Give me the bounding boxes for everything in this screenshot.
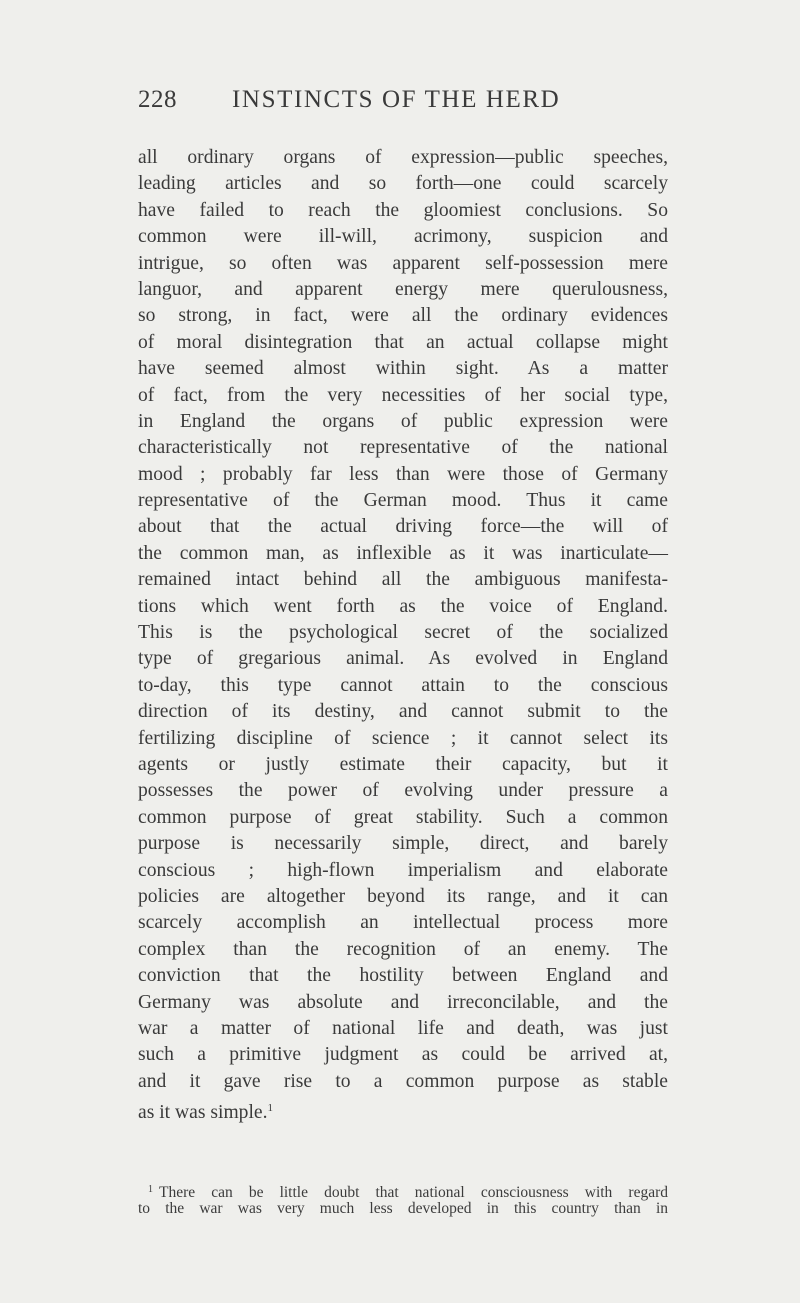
text-line: war a matter of national life and death, was just bbox=[138, 1017, 668, 1039]
text-line: agents or justly estimate their capacity, but it bbox=[138, 753, 668, 775]
text-line: possesses the power of evolving under pressure a bbox=[138, 780, 668, 802]
text-line: leading articles and so forth—one could scarcely bbox=[138, 173, 668, 195]
page-number: 228 bbox=[138, 86, 177, 113]
text-line: Germany was absolute and irreconcilable, and the bbox=[138, 991, 668, 1013]
text-line: of moral disintegration that an actual collapse might bbox=[138, 331, 668, 353]
text-line: direction of its destiny, and cannot submit to the bbox=[138, 701, 668, 723]
body-text bbox=[138, 145, 668, 1124]
text-line: type of gregarious animal. As evolved in England bbox=[138, 648, 668, 670]
text-line: characteristically not representative of the national bbox=[138, 437, 668, 459]
text-line: conscious ; high-flown imperialism and elaborate bbox=[138, 859, 668, 881]
text-line: common purpose of great stability. Such a common bbox=[138, 806, 668, 828]
text-line: fertilizing discipline of science ; it cannot select its bbox=[138, 727, 668, 749]
footnote-reference[interactable]: 1 bbox=[267, 1102, 274, 1115]
running-head bbox=[138, 86, 668, 120]
footnote-line bbox=[138, 1180, 668, 1199]
text-line: of fact, from the very necessities of her social type, bbox=[138, 384, 668, 406]
text-line: remained intact behind all the ambiguous manifesta- bbox=[138, 569, 668, 591]
text-line: all ordinary organs of expression—public speeches, bbox=[138, 147, 668, 168]
text-line: have failed to reach the gloomiest conclusions. So bbox=[138, 199, 668, 221]
text-line: common were ill-will, acrimony, suspicion and bbox=[138, 226, 668, 248]
final-line-text: as it was simple. bbox=[138, 1102, 268, 1124]
text-line: This is the psychological secret of the socialized bbox=[138, 622, 668, 644]
footnote-marker: 1 bbox=[148, 1184, 153, 1195]
text-line: policies are altogether beyond its range, and it can bbox=[138, 885, 668, 907]
text-line: in England the organs of public expression were bbox=[138, 410, 668, 432]
text-line: purpose is necessarily simple, direct, and barely bbox=[138, 833, 668, 855]
footnote-text: There can be little doubt that national consciousness with regard bbox=[159, 1184, 668, 1201]
text-line: complex than the recognition of an enemy. The bbox=[138, 938, 668, 960]
text-line-final bbox=[138, 1095, 668, 1124]
text-line: representative of the German mood. Thus it came bbox=[138, 490, 668, 512]
running-title: INSTINCTS OF THE HERD bbox=[232, 86, 561, 113]
text-line: have seemed almost within sight. As a matter bbox=[138, 358, 668, 380]
text-line: so strong, in fact, were all the ordinary evidences bbox=[138, 305, 668, 327]
text-line: to-day, this type cannot attain to the conscious bbox=[138, 674, 668, 696]
text-line: mood ; probably far less than were those of Germany bbox=[138, 463, 668, 485]
text-line: such a primitive judgment as could be arrived at, bbox=[138, 1044, 668, 1066]
text-line: about that the actual driving force—the will of bbox=[138, 516, 668, 538]
text-line: tions which went forth as the voice of England. bbox=[138, 595, 668, 617]
text-line: and it gave rise to a common purpose as stable bbox=[138, 1070, 668, 1092]
footnote bbox=[138, 1180, 668, 1218]
text-line: languor, and apparent energy mere querulousness, bbox=[138, 278, 668, 300]
text-line: conviction that the hostility between England and bbox=[138, 965, 668, 987]
text-line: intrigue, so often was apparent self-possession mere bbox=[138, 252, 668, 274]
footnote-line: to the war was very much less developed in this country than in bbox=[138, 1200, 668, 1217]
text-line: scarcely accomplish an intellectual process more bbox=[138, 912, 668, 934]
text-line: the common man, as inflexible as it was inarticulate— bbox=[138, 542, 668, 564]
